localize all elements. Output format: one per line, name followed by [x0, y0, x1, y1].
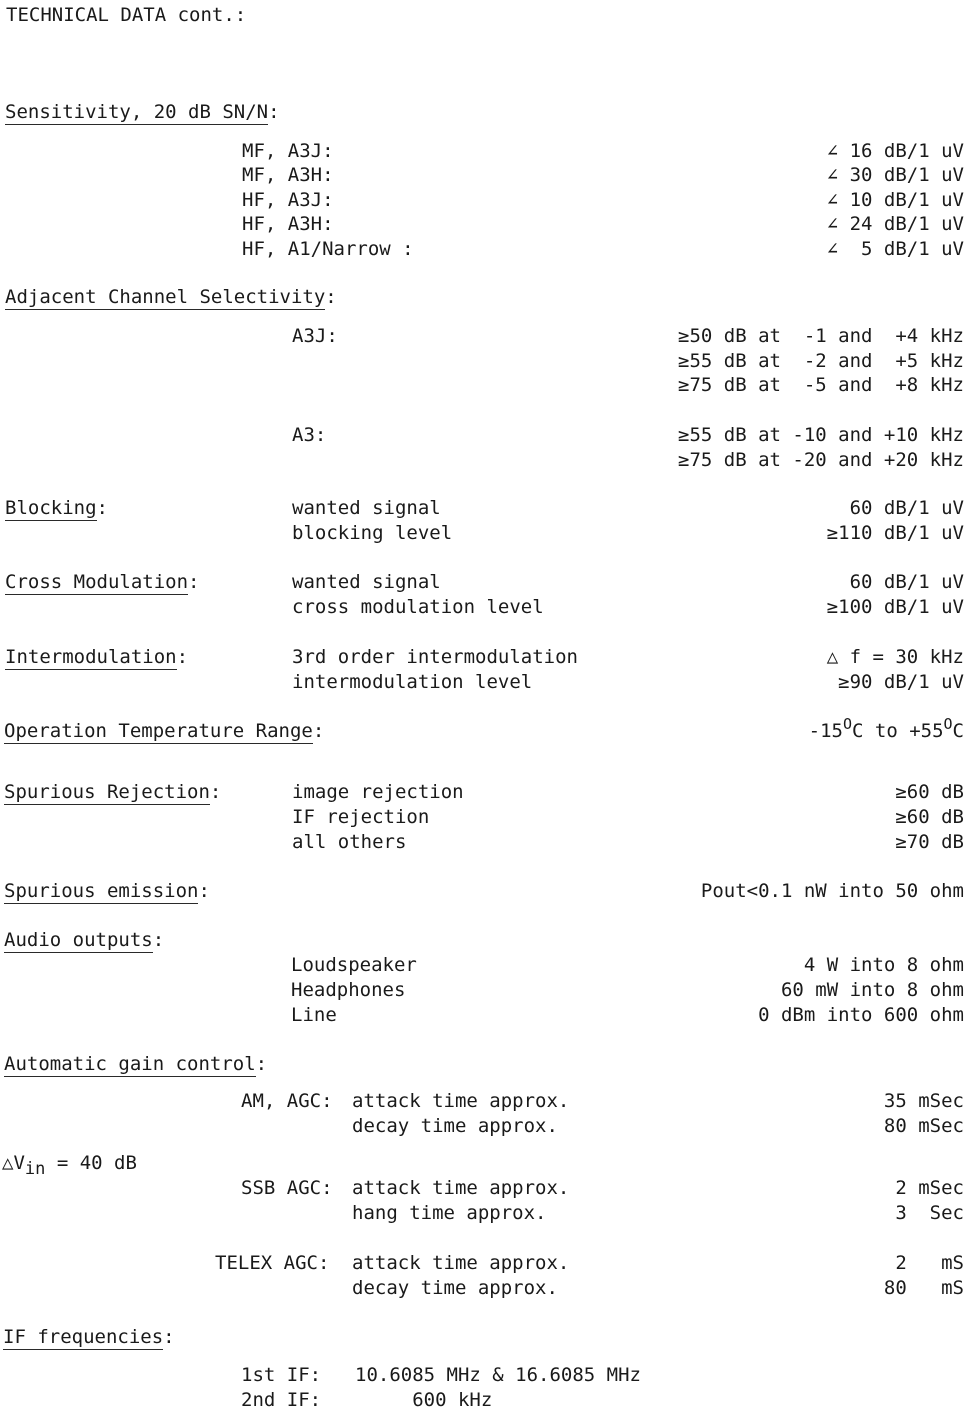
- agc-am-label: AM, AGC:: [241, 1090, 333, 1112]
- if-label-1: 1st IF:: [241, 1364, 322, 1386]
- blocking-value-2: ≥110 dB/1 uV: [826, 522, 964, 544]
- spurious-value-3: ≥70 dB: [895, 831, 964, 853]
- agc-ssb-row-1-value: 2 mSec: [895, 1177, 964, 1199]
- audio-value-2: 60 mW into 8 ohm: [780, 979, 964, 1001]
- intermod-label-1: 3rd order intermodulation: [292, 646, 578, 668]
- agc-telex-row-2-label: decay time approx.: [352, 1277, 558, 1299]
- adjacent-a3-value-1: ≥55 dB at -10 and +10 kHz: [678, 424, 964, 446]
- agc-am-row-1-label: attack time approx.: [352, 1090, 570, 1112]
- agc-telex-row-2-value: 80 mS: [883, 1277, 964, 1299]
- if-heading-text: IF frequencies: [3, 1326, 164, 1348]
- degree-sign-low: O: [842, 715, 852, 733]
- spurious-rejection-heading-text: Spurious Rejection: [4, 781, 210, 803]
- blocking-heading-text: Blocking: [5, 497, 97, 519]
- agc-am-row-2-value: 80 mSec: [883, 1115, 964, 1137]
- spurious-label-1: image rejection: [292, 781, 464, 803]
- temperature-heading-text: Operation Temperature Range: [4, 720, 313, 742]
- degree-sign-high: O: [943, 715, 953, 733]
- sensitivity-heading-text: Sensitivity, 20 dB SN/N: [5, 101, 269, 123]
- delta-vin-prefix: △V: [2, 1152, 25, 1174]
- agc-heading-text: Automatic gain control: [4, 1053, 256, 1075]
- audio-value-1: 4 W into 8 ohm: [803, 954, 964, 976]
- agc-ssb-row-2-value: 3 Sec: [895, 1202, 964, 1224]
- agc-ssb-row-2-label: hang time approx.: [352, 1202, 547, 1224]
- spurious-emission-heading: Spurious emission:: [4, 880, 210, 902]
- temperature-value: [808, 715, 964, 743]
- sens-value-3: ∠ 10 dB/1 uV: [826, 189, 964, 211]
- audio-label-2: Headphones: [291, 979, 406, 1001]
- spurious-rejection-heading: Spurious Rejection:: [4, 781, 222, 803]
- sens-value-1: ∠ 16 dB/1 uV: [826, 140, 964, 162]
- sens-label-2: MF, A3H:: [242, 164, 334, 186]
- adjacent-heading: Adjacent Channel Selectivity:: [5, 286, 337, 308]
- audio-heading-text: Audio outputs: [4, 929, 153, 951]
- cross-label-2: cross modulation level: [292, 596, 544, 618]
- sens-value-2: ∠ 30 dB/1 uV: [826, 164, 964, 186]
- sensitivity-heading: Sensitivity, 20 dB SN/N:: [5, 101, 280, 123]
- adjacent-a3j-value-3: ≥75 dB at -5 and +8 kHz: [678, 374, 964, 396]
- intermod-heading-text: Intermodulation: [5, 646, 177, 668]
- spurious-label-2: IF rejection: [292, 806, 430, 828]
- audio-label-1: Loudspeaker: [291, 954, 417, 976]
- agc-ssb-row-1-label: attack time approx.: [352, 1177, 570, 1199]
- adjacent-a3j-value-2: ≥55 dB at -2 and +5 kHz: [678, 350, 964, 372]
- audio-heading: Audio outputs:: [4, 929, 165, 951]
- if-label-2: 2nd IF:: [241, 1389, 322, 1411]
- blocking-label-2: blocking level: [292, 522, 453, 544]
- cross-label-1: wanted signal: [292, 571, 441, 593]
- adjacent-heading-text: Adjacent Channel Selectivity: [5, 286, 326, 308]
- audio-value-3: 0 dBm into 600 ohm: [758, 1004, 964, 1026]
- sens-value-5: ∠ 5 dB/1 uV: [826, 238, 964, 260]
- agc-telex-row-1-value: 2 mS: [895, 1252, 964, 1274]
- adjacent-a3j-label: A3J:: [292, 325, 338, 347]
- temperature-heading: Operation Temperature Range:: [4, 720, 325, 742]
- agc-am-row-1-value: 35 mSec: [883, 1090, 964, 1112]
- spurious-value-2: ≥60 dB: [895, 806, 964, 828]
- temp-unit: C: [952, 720, 964, 742]
- sens-label-3: HF, A3J:: [242, 189, 334, 211]
- if-value-1: 10.6085 MHz & 16.6085 MHz: [355, 1364, 641, 1386]
- intermod-value-1: △ f = 30 kHz: [826, 646, 964, 668]
- cross-value-2: ≥100 dB/1 uV: [826, 596, 964, 618]
- delta-vin-note: [2, 1152, 137, 1179]
- adjacent-a3-value-2: ≥75 dB at -20 and +20 kHz: [678, 449, 964, 471]
- blocking-label-1: wanted signal: [292, 497, 441, 519]
- spurious-emission-value: Pout<0.1 nW into 50 ohm: [700, 880, 964, 902]
- spurious-emission-heading-text: Spurious emission: [4, 880, 199, 902]
- intermod-label-2: intermodulation level: [292, 671, 533, 693]
- spurious-value-1: ≥60 dB: [895, 781, 964, 803]
- adjacent-a3j-value-1: ≥50 dB at -1 and +4 kHz: [678, 325, 964, 347]
- agc-heading: Automatic gain control:: [4, 1053, 268, 1075]
- temp-mid: C to +55: [852, 720, 944, 742]
- blocking-value-1: 60 dB/1 uV: [849, 497, 964, 519]
- cross-value-1: 60 dB/1 uV: [849, 571, 964, 593]
- delta-vin-value: = 40 dB: [45, 1152, 137, 1174]
- cross-heading: Cross Modulation:: [5, 571, 200, 593]
- if-value-2: 600 kHz: [355, 1389, 493, 1411]
- agc-telex-row-1-label: attack time approx.: [352, 1252, 570, 1274]
- cross-heading-text: Cross Modulation: [5, 571, 189, 593]
- temp-low: -15: [808, 720, 843, 742]
- audio-label-3: Line: [291, 1004, 337, 1026]
- page-title: TECHNICAL DATA cont.:: [6, 4, 247, 26]
- agc-ssb-label: SSB AGC:: [241, 1177, 333, 1199]
- blocking-heading: Blocking:: [5, 497, 108, 519]
- agc-telex-label: TELEX AGC:: [215, 1252, 330, 1274]
- sens-label-5: HF, A1/Narrow :: [242, 238, 414, 260]
- sens-label-4: HF, A3H:: [242, 213, 334, 235]
- if-heading: IF frequencies:: [3, 1326, 175, 1348]
- agc-am-row-2-label: decay time approx.: [352, 1115, 558, 1137]
- spurious-label-3: all others: [292, 831, 407, 853]
- sens-value-4: ∠ 24 dB/1 uV: [826, 213, 964, 235]
- adjacent-a3-label: A3:: [292, 424, 327, 446]
- intermod-value-2: ≥90 dB/1 uV: [838, 671, 964, 693]
- sens-label-1: MF, A3J:: [242, 140, 334, 162]
- delta-vin-subscript: in: [24, 1159, 46, 1179]
- intermod-heading: Intermodulation:: [5, 646, 189, 668]
